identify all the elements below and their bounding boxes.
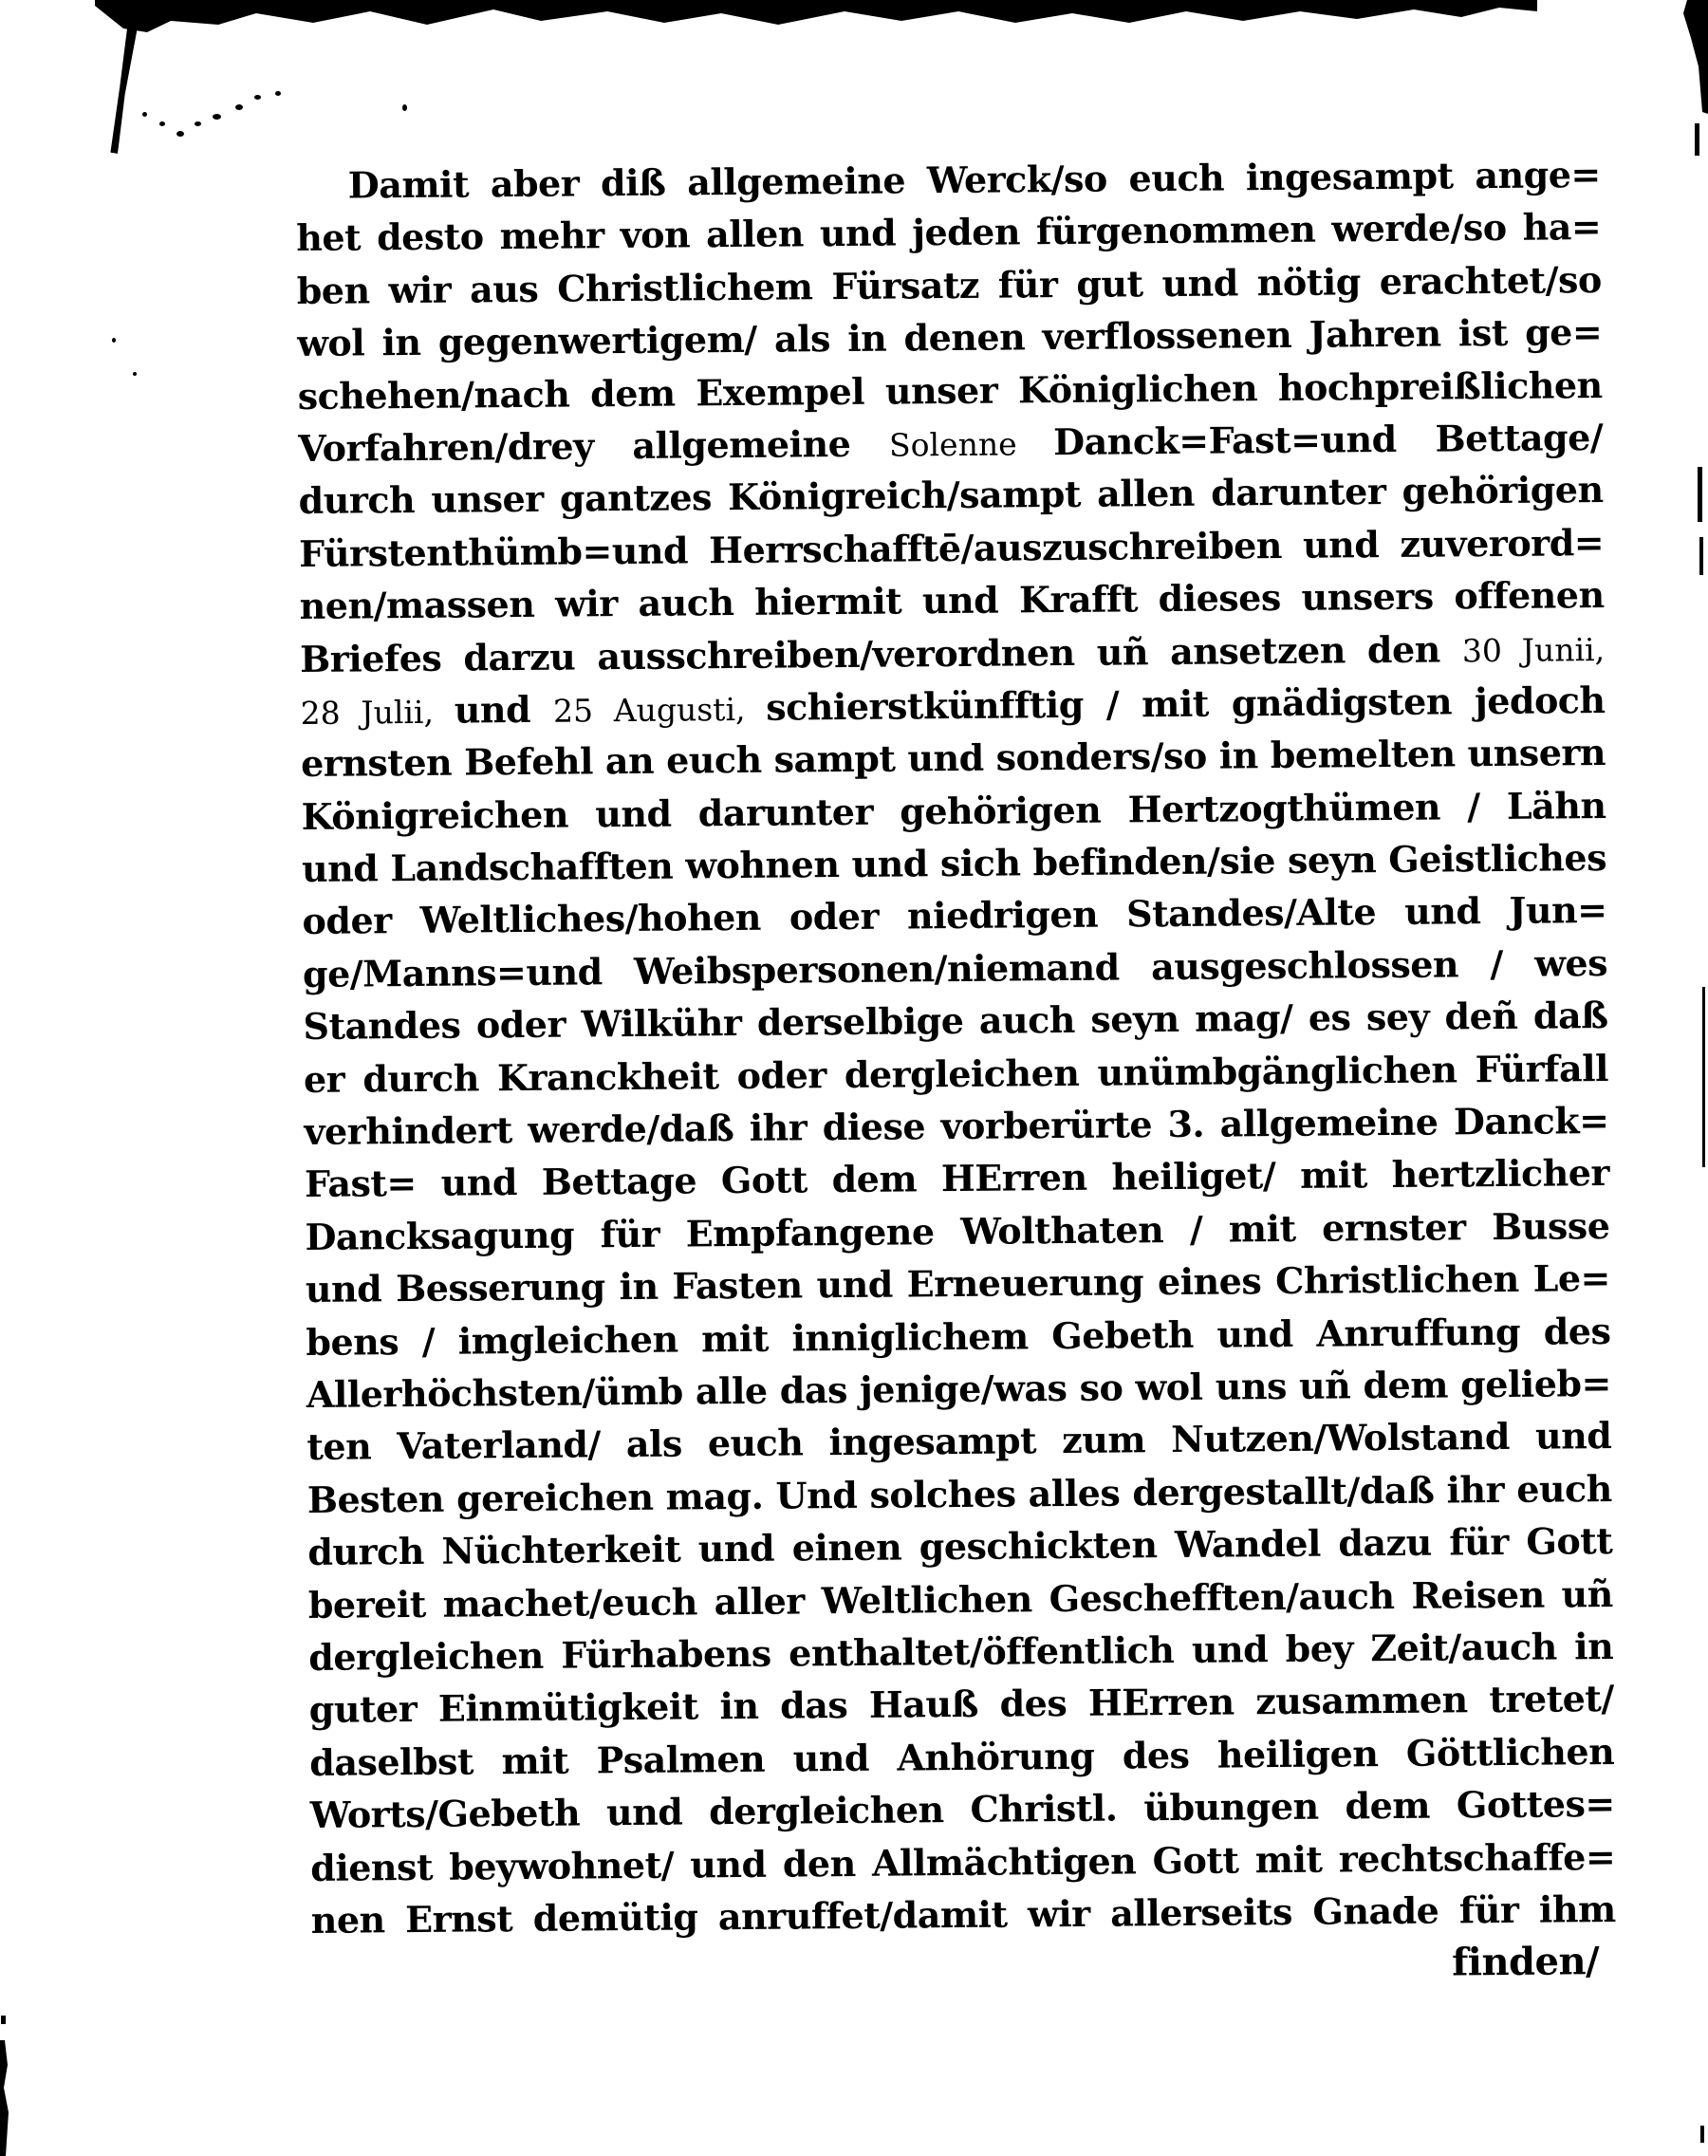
ink-speckle [275, 91, 281, 96]
ink-speckle [235, 104, 243, 110]
fraktur-text: Worts/Gebeth und dergleichen Christl. übungen dem Gottes= [309, 1782, 1615, 1837]
fraktur-text: oder Weltliches/hohen oder niedrigen Standes/Alte und Jun= [302, 888, 1607, 943]
fraktur-text: Briefes darzu ausschreiben/verordnen uñ ansetzen den [299, 626, 1463, 680]
right-edge-mark-artifact [1695, 123, 1699, 156]
fraktur-text: guter Einmütigkeit in das Hauß des HErren zusammen tretet/ [308, 1677, 1614, 1732]
fraktur-text: Damit aber diß allgemeine Werck/so euch ingesampt ange= [347, 153, 1601, 207]
ink-speckle [213, 114, 221, 120]
fraktur-text: und [454, 687, 554, 732]
right-edge-mark-artifact [1698, 467, 1702, 522]
fraktur-text: Besten gereichen mag. Und solches alles dergestallt/daß ihr euch [306, 1466, 1613, 1521]
fraktur-text: wol in gegenwertigem/ als in denen verflossenen Jahren ist ge= [297, 310, 1603, 365]
fraktur-text: schierstkünfftig / mit gnädigsten jedoch [766, 678, 1606, 729]
ink-speckle [402, 104, 407, 111]
ink-speckle [1, 2016, 6, 2024]
fraktur-text: daselbst mit Psalmen und Anhörung des heiligen Göttlichen [309, 1729, 1615, 1784]
fraktur-text: Dancksagung für Empfangene Wolthaten / mit ernster Busse [305, 1203, 1610, 1258]
fraktur-text: und Landschafften wohnen und sich befinden/sie seyn Geistliches [301, 836, 1607, 891]
fraktur-text: Standes oder Wilkühr derselbige auch seyn mag/ es sey deñ daß [303, 994, 1608, 1049]
right-edge-mark-artifact [1699, 537, 1703, 575]
right-edge-hairline-artifact [1702, 987, 1705, 1167]
fraktur-text: und Besserung in Fasten und Erneuerung eines Christlichen Le= [305, 1256, 1611, 1311]
fraktur-text: durch Nüchterkeit und einen geschickten Wandel dazu für Gott [307, 1519, 1613, 1574]
ink-speckle [159, 121, 165, 126]
ink-speckle [176, 131, 184, 137]
fraktur-text: Fürstenthümb=und Herrschafftē/auszuschreiben und zuverord= [298, 520, 1605, 575]
body-text-block [296, 148, 1617, 1999]
fraktur-text: Königreichen und darunter gehörigen Hertzogthümen / Lähn [301, 783, 1606, 838]
ink-streak-artifact [107, 21, 139, 154]
fraktur-text: ge/Manns=und Weibspersonen/niemand ausgeschlossen / wes [302, 940, 1608, 995]
ink-speckle [195, 121, 201, 126]
bottom-left-edge-tear-artifact [0, 2040, 9, 2156]
fraktur-text: durch unser gantzes Königreich/sampt allen darunter gehörigen [298, 468, 1604, 523]
ink-speckle [254, 95, 261, 100]
right-edge-mark-artifact [1700, 2126, 1704, 2143]
fraktur-text: Danck=Fast=und Bettage/ [1052, 415, 1604, 464]
fraktur-text: Vorfahren/drey allgemeine [298, 421, 890, 470]
ink-speckle [142, 112, 147, 117]
top-edge-tear-artifact [95, 0, 1537, 32]
ink-speckle [133, 372, 137, 376]
fraktur-text: verhindert werde/daß ihr diese vorberürte 3. allgemeine Danck= [304, 1099, 1609, 1154]
fraktur-text: Fast= und Bettage Gott dem HErren heiliget/ mit hertzlicher [304, 1151, 1610, 1206]
roman-type-text: Solenne [888, 425, 1054, 464]
fraktur-text: het desto mehr von allen und jeden fürgenommen werde/so ha= [296, 205, 1602, 260]
ink-speckle [112, 338, 116, 343]
fraktur-text: Allerhöchsten/ümb alle das jenige/was so wol uns uñ dem gelieb= [306, 1361, 1612, 1416]
fraktur-text: ernsten Befehl an euch sampt und sonders/so in bemelten unsern [300, 731, 1606, 786]
fraktur-text: ben wir aus Christlichem Fürsatz für gut und nötig erachtet/so [296, 257, 1602, 312]
top-right-edge-tear-artifact [1678, 0, 1708, 114]
fraktur-text: schehen/nach dem Exempel unser Königlichen hochpreißlichen [297, 362, 1603, 418]
fraktur-text: nen Ernst demütig anruffet/damit wir allerseits Gnade für ihm [310, 1886, 1616, 1942]
roman-type-text: 30 Junii, [1461, 630, 1606, 669]
fraktur-text: ten Vaterland/ als euch ingesampt zum Nutzen/Wolstand und [306, 1414, 1612, 1469]
fraktur-text: bereit machet/euch aller Weltlichen Geschefften/auch Reisen uñ [307, 1571, 1613, 1626]
catchword: finden/ [1451, 1939, 1600, 1985]
fraktur-text: nen/massen wir auch hiermit und Krafft dieses unsers offenen [299, 573, 1605, 628]
fraktur-text: dergleichen Fürhabens enthaltet/öffentlich und bey Zeit/auch in [308, 1624, 1614, 1679]
fraktur-text: er durch Kranckheit oder dergleichen unümbgänglichen Fürfall [303, 1046, 1609, 1101]
roman-type-text: 25 Augusti, [552, 690, 767, 730]
fraktur-text: dienst beywohnet/ und den Allmächtigen Gott mit rechtschaffe= [310, 1834, 1616, 1889]
fraktur-text: bens / imgleichen mit inniglichem Gebeth und Anruffung des [306, 1309, 1611, 1364]
roman-type-text: 28 Julii, [300, 693, 455, 732]
